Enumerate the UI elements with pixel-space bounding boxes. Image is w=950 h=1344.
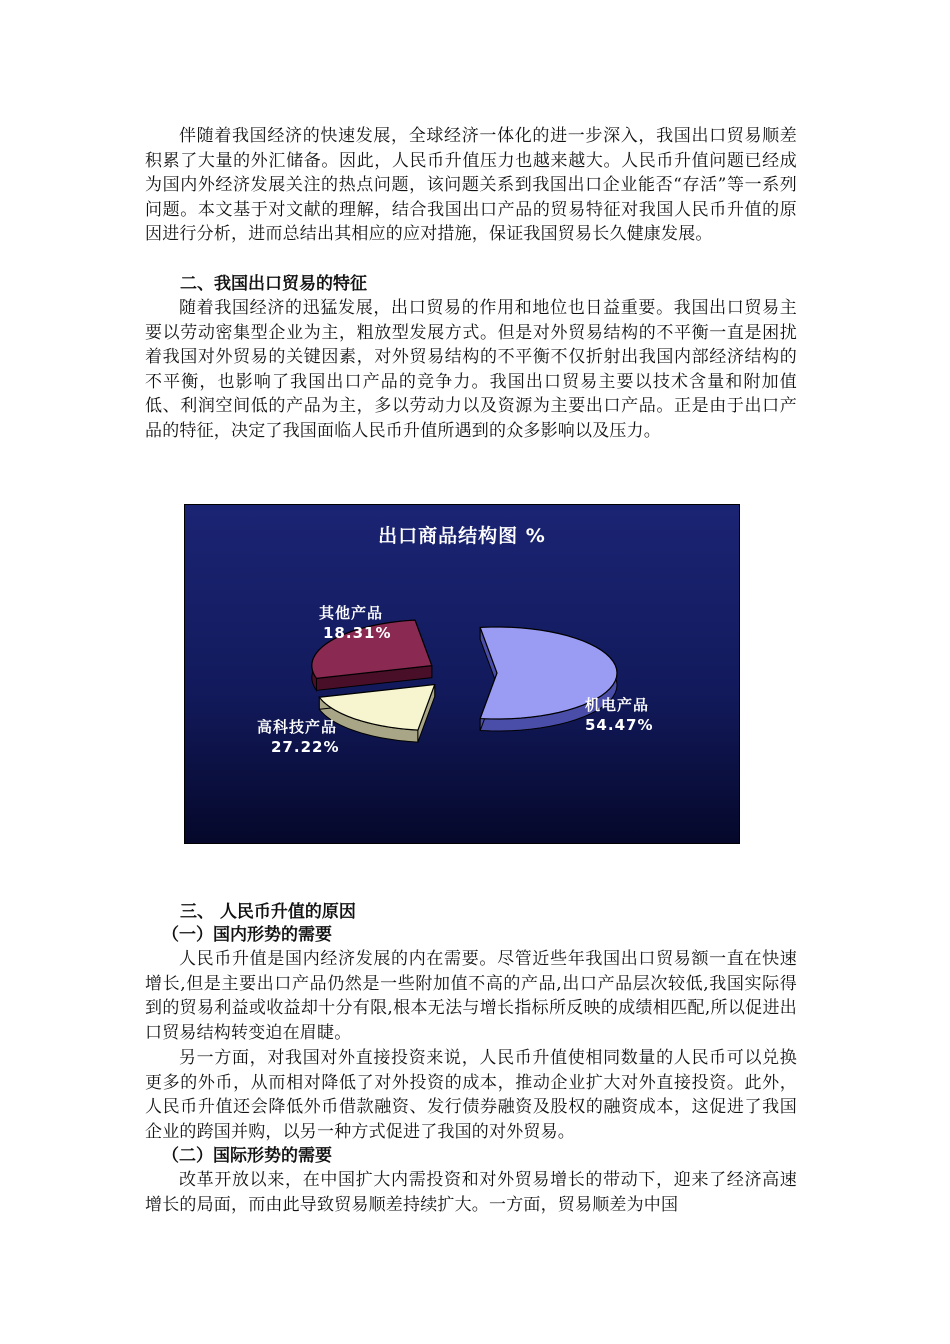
subsection-2-heading: （二）国际形势的需要 [162,1146,332,1166]
label-electromechanical [585,695,653,735]
label-high-tech-name: 高科技产品 [257,718,338,736]
label-electromechanical-name: 机电产品 [585,696,650,714]
label-electromechanical-value: 54.47% [585,716,654,734]
subsection-1-heading: （一）国内形势的需要 [162,925,332,945]
section-2-heading: 二、我国出口贸易的特征 [180,274,367,294]
subsection-1-paragraph-2: 另一方面，对我国对外直接投资来说，人民币升值使相同数量的人民币可以兑换更多的外币，从而相对降低了对外投资的成本，推动企业扩大对外直接投资。此外，人民币升值还会降低外币借款融资、发行债券融资及股权的融资成本，这促进了我国企业的跨国并购，以另一种方式促进了我国的对外贸易。 [145,1048,797,1142]
section-2-paragraph: 随着我国经济的迅猛发展，出口贸易的作用和地位也日益重要。我国出口贸易主要以劳动密集型企业为主，粗放型发展方式。但是对外贸易结构的不平衡一直是困扰着我国对外贸易的关键因素，对外贸易结构的不平衡不仅折射出我国内部经济结构的不平衡，也影响了我国出口产品的竞争力。我国出口贸易主要以技术含量和附加值低、利润空间低的产品为主，多以劳动力以及资源为主要出口产品。正是由于出口产品的特征，决定了我国面临人民币升值所遇到的众多影响以及压力。 [145,298,797,441]
section-3-heading: 三、 人民币升值的原因 [180,902,356,922]
intro-paragraph: 伴随着我国经济的快速发展，全球经济一体化的进一步深入，我国出口贸易顺差积累了大量的外汇储备。因此，人民币升值压力也越来越大。人民币升值问题已经成为国内外经济发展关注的热点问题，该问题关系到我国出口企业能否“存活”等一系列问题。本文基于对文献的理解，结合我国出口产品的贸易特征对我国人民币升值的原因进行分析，进而总结出其相应的应对措施，保证我国贸易长久健康发展。 [145,126,797,245]
label-other-products-name: 其他产品 [319,604,384,622]
label-high-tech-value: 27.22% [271,738,340,756]
subsection-2-paragraph: 改革开放以来，在中国扩大内需投资和对外贸易增长的带动下，迎来了经济高速增长的局面，而由此导致贸易顺差持续扩大。一方面，贸易顺差为中国 [145,1170,797,1215]
label-high-tech [257,717,339,757]
chart-title: 出口商品结构图 % [378,525,546,547]
subsection-1-paragraph-1: 人民币升值是国内经济发展的内在需要。尽管近些年我国出口贸易额一直在快速增长,但是主要出口产品仍然是一些附加值不高的产品,出口产品层次较低,我国实际得到的贸易利益或收益却十分有限,根本无法与增长指标所反映的成绩相匹配,所以促进出口贸易结构转变迫在眉睫。 [145,949,797,1043]
export-structure-pie-chart [184,504,740,844]
pie-chart-svg [185,505,740,844]
label-other-products-value: 18.31% [323,624,392,642]
label-other-products [319,603,391,643]
